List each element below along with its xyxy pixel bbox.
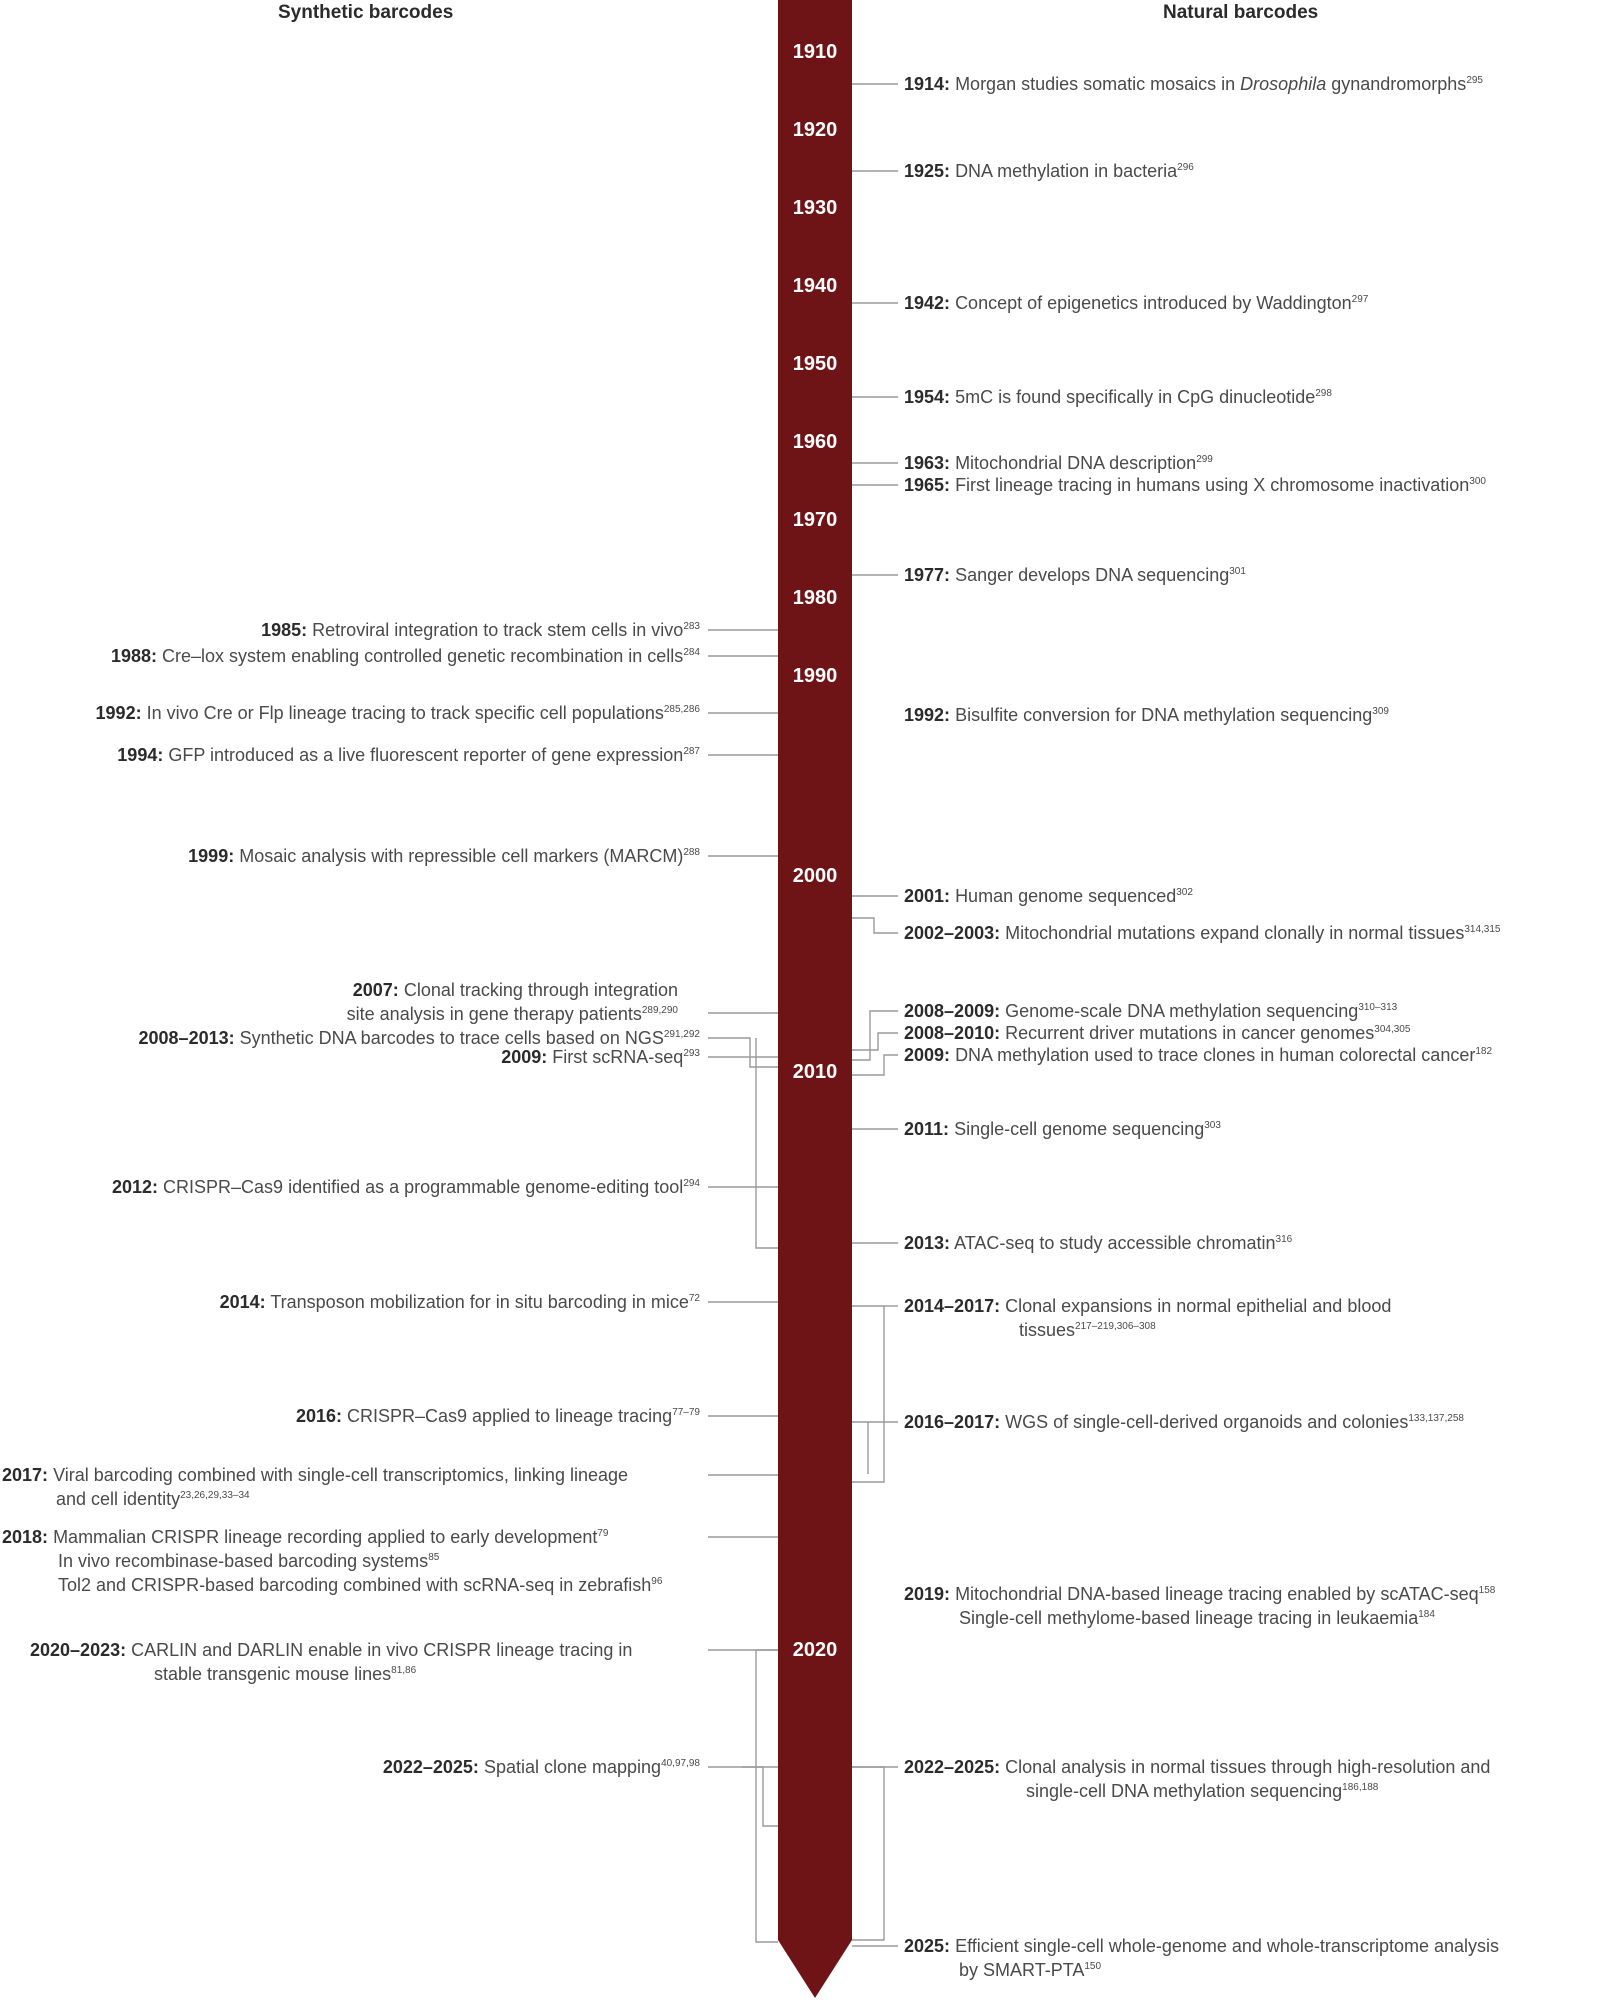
timeline-event [904,563,1246,587]
timeline-event [904,999,1397,1023]
event-text: Transposon mobilization for in situ barcoding in mice [270,1292,689,1312]
event-year: 1999: [188,846,235,866]
event-text: Clonal expansions in normal epithelial and blood [1005,1296,1392,1316]
timeline-bar [778,0,852,1998]
event-text: Synthetic DNA barcodes to trace cells based on NGS [239,1028,664,1048]
event-reference: 297 [1351,294,1369,305]
event-line [30,1638,632,1662]
timeline-event [2,1463,628,1511]
event-text: Concept of epigenetics introduced by Waddington [955,293,1352,313]
decade-label: 1910 [792,41,838,63]
event-line [904,1318,1391,1342]
event-reference: 293 [683,1048,700,1059]
event-line [904,1582,1495,1606]
timeline-event [904,1410,1464,1434]
event-line [2,1487,628,1511]
event-year: 2011: [904,1119,950,1139]
event-year: 2008–2009: [904,1001,1001,1021]
event-text: DNA methylation used to trace clones in human colorectal cancer [955,1045,1476,1065]
event-line [2,1573,662,1597]
event-line [904,884,1193,908]
event-year: 1992: [904,705,951,725]
timeline-event [904,451,1213,475]
decade-label: 1980 [792,587,838,609]
event-text: Mitochondrial mutations expand clonally in normal tissues [1005,923,1465,943]
event-year: 2019: [904,1584,951,1604]
event-text: CARLIN and DARLIN enable in vivo CRISPR lineage tracing in [131,1640,633,1660]
event-year: 2013: [904,1233,951,1253]
event-text: gynandromorphs [1326,74,1467,94]
event-text: and cell identity [56,1489,181,1509]
event-text: First lineage tracing in humans using X chromosome inactivation [955,475,1470,495]
timeline-event [904,1231,1292,1255]
event-text: Mitochondrial DNA-based lineage tracing enabled by scATAC-seq [955,1584,1479,1604]
timeline-event [904,703,1389,727]
event-year: 1914: [904,74,951,94]
event-reference: 182 [1475,1046,1493,1057]
event-year: 1994: [117,745,164,765]
event-text: Single-cell genome sequencing [954,1119,1205,1139]
event-reference: 288 [683,847,700,858]
event-line [904,921,1501,945]
event-text: Recurrent driver mutations in cancer genomes [1005,1023,1375,1043]
event-year: 1965: [904,475,951,495]
event-line [904,451,1213,475]
connector-line [763,1767,778,1826]
event-line [2,1525,662,1549]
event-reference: 310–313 [1358,1002,1398,1013]
timeline-event [904,1294,1391,1342]
event-text: Sanger develops DNA sequencing [955,565,1230,585]
decade-label: 2020 [792,1639,838,1661]
event-text: Spatial clone mapping [483,1757,662,1777]
event-reference: 299 [1196,454,1213,465]
connector-line [756,1038,778,1248]
timeline-event [2,1525,662,1597]
event-text: GFP introduced as a live fluorescent reporter of gene expression [168,745,684,765]
connector-line [852,918,898,933]
event-reference: 298 [1315,388,1332,399]
event-year: 2016–2017: [904,1412,1001,1432]
event-year: 1985: [261,620,308,640]
event-line [904,1755,1490,1779]
event-line [904,72,1483,96]
connector-line [852,1011,898,1060]
event-line [2,1549,662,1573]
connector-line [756,1650,778,1942]
event-text-italic: Drosophila [1240,74,1327,94]
event-year: 2014: [219,1292,266,1312]
event-year: 2009: [904,1045,951,1065]
event-line [501,1045,700,1069]
event-text: tissues [1019,1320,1076,1340]
timeline-event [904,473,1486,497]
event-reference: 301 [1229,566,1246,577]
event-text: In vivo recombinase-based barcoding systems [58,1551,429,1571]
event-text: Viral barcoding combined with single-cell transcriptomics, linking lineage [53,1465,629,1485]
event-text: Cre–lox system enabling controlled genetic recombination in cells [162,646,684,666]
event-year: 2022–2025: [382,1757,479,1777]
timeline-event [96,701,700,725]
event-reference: 302 [1176,887,1193,898]
decade-label: 1930 [792,197,838,219]
timeline-event [904,159,1194,183]
event-reference: 96 [651,1576,663,1587]
event-reference: 283 [683,621,700,632]
event-reference: 296 [1177,162,1194,173]
timeline-event [904,291,1368,315]
connector-line [852,1422,868,1474]
event-text: Efficient single-cell whole-genome and whole-transcriptome analysis [955,1936,1499,1956]
timeline-event [117,743,700,767]
decade-label: 2000 [792,865,838,887]
timeline-event [261,618,700,642]
event-reference: 295 [1466,75,1483,86]
timeline-event [904,921,1501,945]
event-reference: 72 [688,1293,700,1304]
event-line [904,563,1246,587]
event-line [383,1755,700,1779]
event-text: Single-cell methylome-based lineage tracing in leukaemia [959,1608,1419,1628]
event-line [117,743,700,767]
event-reference: 291,292 [663,1029,700,1040]
event-line [904,1231,1292,1255]
event-year: 2002–2003: [904,923,1001,943]
header-natural-barcodes: Natural barcodes [1163,2,1319,23]
event-text: Genome-scale DNA methylation sequencing [1005,1001,1359,1021]
event-line [904,1410,1464,1434]
event-year: 2020–2023: [30,1640,127,1660]
event-line [904,385,1332,409]
event-line [261,618,700,642]
event-reference: 287 [683,746,700,757]
event-text: Retroviral integration to track stem cells in vivo [312,620,684,640]
event-text: Clonal analysis in normal tissues through high-resolution and [1005,1757,1491,1777]
connector-line [852,1767,884,1940]
timeline-event [904,1582,1495,1630]
event-text: DNA methylation in bacteria [955,161,1178,181]
connector-line [852,1055,898,1075]
event-text: First scRNA-seq [552,1047,684,1067]
event-line [347,978,678,1002]
event-year: 1988: [110,646,158,666]
event-line [296,1404,700,1428]
event-year: 1963: [904,453,951,473]
event-year: 2022–2025: [904,1757,1001,1777]
event-text: site analysis in gene therapy patients [346,1004,642,1024]
event-line [347,1002,678,1026]
timeline-event [111,644,700,668]
timeline-event [904,1117,1221,1141]
event-line [220,1290,700,1314]
event-reference: 217–219,306–308 [1075,1321,1156,1332]
event-reference: 289,290 [641,1005,678,1016]
event-reference: 186,188 [1342,1782,1379,1793]
event-reference: 284 [683,647,700,658]
decade-label: 1920 [792,119,838,141]
event-text: by SMART-PTA [959,1960,1085,1980]
event-reference: 77–79 [672,1407,700,1418]
event-year: 1992: [95,703,142,723]
connector-line [852,1033,898,1050]
event-reference: 300 [1469,476,1486,487]
event-year: 2008–2010: [904,1023,1001,1043]
event-line [904,1043,1492,1067]
timeline-event [501,1045,700,1069]
decade-label: 1960 [792,431,838,453]
event-reference: 81,86 [391,1665,417,1676]
event-text: ATAC-seq to study accessible chromatin [954,1233,1276,1253]
event-line [904,1934,1499,1958]
event-text: Bisulfite conversion for DNA methylation sequencing [955,705,1373,725]
timeline-event [904,1755,1490,1803]
event-text: CRISPR–Cas9 identified as a programmable genome-editing tool [163,1177,684,1197]
event-text: Mosaic analysis with repressible cell markers (MARCM) [239,846,684,866]
header-synthetic-barcodes: Synthetic barcodes [278,2,454,23]
event-year: 1977: [904,565,951,585]
event-line [904,999,1397,1023]
timeline-event [220,1290,700,1314]
event-line [904,1779,1490,1803]
event-text: stable transgenic mouse lines [154,1664,392,1684]
event-text: single-cell DNA methylation sequencing [1026,1781,1343,1801]
event-reference: 40,97,98 [661,1758,700,1769]
event-reference: 294 [683,1178,700,1189]
event-year: 2025: [904,1936,951,1956]
decade-label: 1940 [792,275,838,297]
event-text: CRISPR–Cas9 applied to lineage tracing [347,1406,673,1426]
event-line [2,1463,628,1487]
event-reference: 285,286 [663,704,700,715]
timeline-event [112,1175,700,1199]
event-reference: 79 [597,1528,609,1539]
event-reference: 316 [1275,1234,1293,1245]
event-text: In vivo Cre or Flp lineage tracing to track specific cell populations [146,703,664,723]
event-reference: 303 [1204,1120,1221,1131]
timeline-event [296,1404,700,1428]
event-reference: 85 [428,1552,440,1563]
event-line [112,1175,700,1199]
event-reference: 184 [1418,1609,1435,1620]
event-line [30,1662,632,1686]
timeline-event [904,385,1332,409]
decade-label: 1970 [792,509,838,531]
event-reference: 150 [1084,1961,1102,1972]
decade-label: 1990 [792,665,838,687]
event-line [904,159,1194,183]
event-line [111,644,700,668]
decade-label: 2010 [792,1061,838,1083]
event-line [904,703,1389,727]
event-text: WGS of single-cell-derived organoids and colonies [1005,1412,1409,1432]
event-line [904,473,1486,497]
event-line [904,291,1368,315]
event-reference: 133,137,258 [1408,1413,1464,1424]
event-text: Clonal tracking through integration [403,980,678,1000]
timeline-event [904,72,1483,96]
event-reference: 23,26,29,33–34 [180,1490,250,1501]
event-year: 1954: [904,387,951,407]
timeline-event [904,1043,1492,1067]
event-line [904,1606,1495,1630]
event-year: 2017: [2,1465,49,1485]
timeline-event [188,844,700,868]
event-line [96,701,700,725]
timeline-event [383,1755,700,1779]
timeline-event [904,1934,1499,1982]
event-text: Tol2 and CRISPR-based barcoding combined with scRNA-seq in zebrafish [58,1575,652,1595]
connector-line [708,1038,778,1067]
timeline-event [904,1021,1410,1045]
event-line [188,844,700,868]
event-year: 2016: [295,1406,342,1426]
timeline-event [30,1638,632,1686]
decade-label: 1950 [792,353,838,375]
timeline-event [904,884,1193,908]
event-year: 2009: [501,1047,548,1067]
event-text: 5mC is found specifically in CpG dinucleotide [955,387,1316,407]
event-year: 2014–2017: [904,1296,1001,1316]
event-line [904,1021,1410,1045]
event-line [904,1117,1221,1141]
event-year: 2001: [904,886,951,906]
event-text: Human genome sequenced [955,886,1177,906]
event-text: Mammalian CRISPR lineage recording applied to early development [53,1527,598,1547]
event-line [904,1958,1499,1982]
event-text: Mitochondrial DNA description [955,453,1197,473]
event-year: 2007: [352,980,399,1000]
timeline-event [347,978,678,1026]
event-year: 2012: [111,1177,159,1197]
event-reference: 309 [1372,706,1389,717]
event-reference: 304,305 [1374,1024,1411,1035]
event-year: 2018: [2,1527,49,1547]
event-year: 1942: [904,293,951,313]
event-line [904,1294,1391,1318]
event-text: Morgan studies somatic mosaics in [955,74,1241,94]
event-reference: 158 [1478,1585,1496,1596]
event-reference: 314,315 [1464,924,1501,935]
event-year: 1925: [904,161,951,181]
event-year: 2008–2013: [138,1028,235,1048]
